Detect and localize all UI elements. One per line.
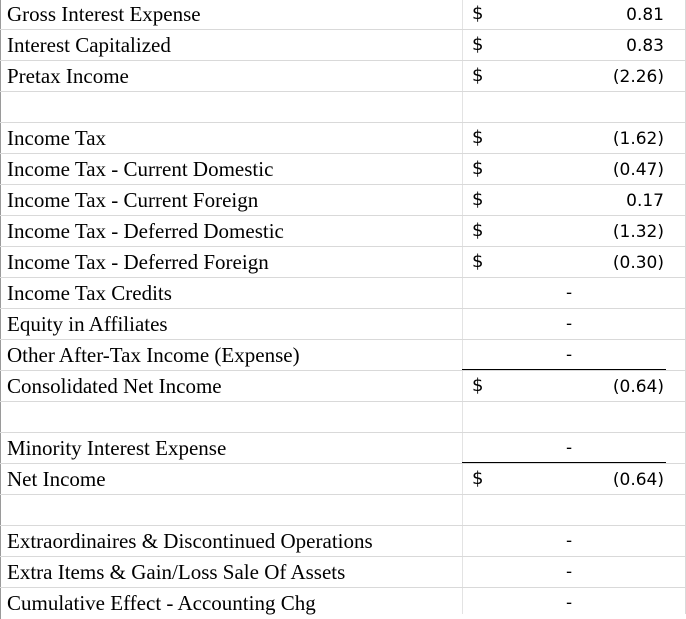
amount-value: (0.64) <box>612 377 664 397</box>
table-row[interactable] <box>0 30 686 61</box>
empty-value-dash: - <box>566 531 573 551</box>
empty-value-dash: - <box>566 562 573 582</box>
label-cell[interactable] <box>0 588 462 619</box>
row-label: Income Tax - Current Foreign <box>7 188 259 212</box>
currency-symbol: $ <box>472 34 484 55</box>
label-cell[interactable] <box>0 92 462 123</box>
row-label: Pretax Income <box>7 64 129 88</box>
table-row[interactable] <box>0 557 686 588</box>
label-cell[interactable] <box>0 123 462 154</box>
table-row[interactable] <box>0 92 686 123</box>
table-row[interactable] <box>0 371 686 402</box>
row-label: Income Tax - Deferred Foreign <box>7 250 269 274</box>
table-row[interactable] <box>0 526 686 557</box>
amount-value: (0.47) <box>612 160 664 180</box>
amount-value: 0.17 <box>626 191 664 211</box>
label-cell[interactable] <box>0 61 462 92</box>
row-label: Income Tax Credits <box>7 281 172 305</box>
currency-symbol: $ <box>472 189 484 210</box>
empty-value-dash: - <box>566 314 573 334</box>
table-row[interactable] <box>0 309 686 340</box>
amount-value: (1.62) <box>612 129 664 149</box>
table-row[interactable] <box>0 340 686 371</box>
currency-symbol: $ <box>472 3 484 24</box>
currency-symbol: $ <box>472 375 484 396</box>
label-cell[interactable] <box>0 557 462 588</box>
currency-symbol: $ <box>472 220 484 241</box>
label-cell[interactable] <box>0 526 462 557</box>
row-label: Income Tax - Current Domestic <box>7 157 274 181</box>
empty-value-dash: - <box>566 283 573 303</box>
amount-value: (1.32) <box>612 222 664 242</box>
table-row[interactable] <box>0 216 686 247</box>
label-cell[interactable] <box>0 216 462 247</box>
empty-value-dash: - <box>566 593 573 613</box>
label-cell[interactable] <box>0 402 462 433</box>
row-label: Extra Items & Gain/Loss Sale Of Assets <box>7 560 346 584</box>
table-row[interactable] <box>0 247 686 278</box>
label-cell[interactable] <box>0 30 462 61</box>
total-top-border <box>462 462 666 463</box>
row-label: Extraordinaires & Discontinued Operations <box>7 529 373 553</box>
row-label: Net Income <box>7 467 106 491</box>
table-row[interactable] <box>0 61 686 92</box>
row-label: Income Tax - Deferred Domestic <box>7 219 284 243</box>
amount-value: 0.81 <box>626 5 664 25</box>
label-cell[interactable] <box>0 185 462 216</box>
row-label: Cumulative Effect - Accounting Chg <box>7 591 316 615</box>
row-label: Interest Capitalized <box>7 33 171 57</box>
empty-value-dash: - <box>566 438 573 458</box>
label-cell[interactable] <box>0 154 462 185</box>
amount-value: 0.83 <box>626 36 664 56</box>
row-label: Consolidated Net Income <box>7 374 222 398</box>
currency-symbol: $ <box>472 158 484 179</box>
table-row[interactable] <box>0 123 686 154</box>
label-cell[interactable] <box>0 278 462 309</box>
amount-value: (0.30) <box>612 253 664 273</box>
table-row[interactable] <box>0 185 686 216</box>
table-row[interactable] <box>0 464 686 495</box>
table-row[interactable] <box>0 402 686 433</box>
label-cell[interactable] <box>0 340 462 371</box>
row-label: Income Tax <box>7 126 107 150</box>
row-label: Gross Interest Expense <box>7 2 201 26</box>
table-row[interactable] <box>0 588 686 619</box>
amount-value: (2.26) <box>612 67 664 87</box>
currency-symbol: $ <box>472 65 484 86</box>
label-cell[interactable] <box>0 433 462 464</box>
table-row[interactable] <box>0 154 686 185</box>
amount-value: (0.64) <box>612 470 664 490</box>
currency-symbol: $ <box>472 127 484 148</box>
table-row[interactable] <box>0 0 686 30</box>
currency-symbol: $ <box>472 468 484 489</box>
label-cell[interactable] <box>0 0 462 30</box>
empty-value-dash: - <box>566 345 573 365</box>
row-label: Equity in Affiliates <box>7 312 168 336</box>
row-label: Other After-Tax Income (Expense) <box>7 343 300 367</box>
table-row[interactable] <box>0 278 686 309</box>
row-label: Minority Interest Expense <box>7 436 227 460</box>
label-cell[interactable] <box>0 371 462 402</box>
table-row[interactable] <box>0 495 686 526</box>
currency-symbol: $ <box>472 251 484 272</box>
label-cell[interactable] <box>0 309 462 340</box>
label-cell[interactable] <box>0 247 462 278</box>
label-cell[interactable] <box>0 464 462 495</box>
label-cell[interactable] <box>0 495 462 526</box>
total-top-border <box>462 369 666 370</box>
table-row[interactable] <box>0 433 686 464</box>
